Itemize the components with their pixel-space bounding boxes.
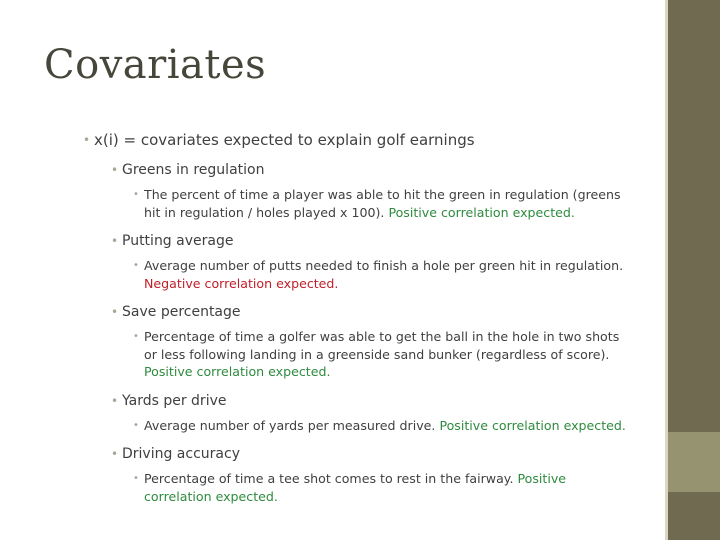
covariate-expectation: Negative correlation expected. xyxy=(144,275,339,291)
covariate-description-text: Percentage of time a tee shot comes to rest in the fairway. xyxy=(144,471,514,486)
side-bar-accent xyxy=(668,432,720,492)
covariate-name xyxy=(111,160,636,180)
covariate-expectation: Positive correlation expected. xyxy=(144,364,331,379)
bullet-dot-icon: • xyxy=(111,163,119,177)
bullet-dot-icon: • xyxy=(133,331,139,342)
covariate-expectation: Positive correlation expected. xyxy=(144,471,567,504)
main-bullet-text: x(i) = covariates expected to explain golf earnings xyxy=(94,131,475,149)
covariate-description xyxy=(133,328,636,381)
slide-title: Covariates xyxy=(44,42,267,88)
bullet-dot-icon: • xyxy=(111,393,119,408)
covariate-description xyxy=(133,470,636,505)
covariate-description-text: Average number of yards per measured drive. xyxy=(144,417,436,433)
covariate-description xyxy=(133,257,636,292)
bullet-dot-icon: • xyxy=(111,234,119,248)
bullet-dot-icon: • xyxy=(111,305,119,319)
covariate-description-text: The percent of time a player was able to hit the green in regulation (greens hit in regulation / holes played x 100). xyxy=(144,187,621,220)
covariate-name-text: Putting average xyxy=(122,233,234,249)
covariate-name-text: Driving accuracy xyxy=(122,446,240,462)
bullet-dot-icon: • xyxy=(133,260,139,271)
covariate-name-text: Greens in regulation xyxy=(122,162,265,178)
covariate-description xyxy=(133,186,636,221)
bullet-dot-icon: • xyxy=(111,447,119,461)
covariate-name xyxy=(111,302,636,322)
covariate-name xyxy=(111,391,636,411)
covariate-description-text: Average number of putts needed to finish a hole per green hit in regulation. xyxy=(144,258,624,273)
covariate-description-text: Percentage of time a golfer was able to get the ball in the hole in two shots or less following landing in a greenside sand bunker (regardless of score). xyxy=(144,329,620,362)
bullet-dot-icon: • xyxy=(83,133,91,147)
covariate-description xyxy=(133,417,636,435)
covariate-name-text: Save percentage xyxy=(122,304,241,320)
main-bullet xyxy=(83,130,636,150)
bullet-dot-icon: • xyxy=(133,473,139,484)
covariate-name xyxy=(111,444,636,464)
covariate-expectation: Positive correlation expected. xyxy=(439,417,626,433)
bullet-list xyxy=(76,130,636,515)
covariate-expectation: Positive correlation expected. xyxy=(388,204,575,220)
bullet-dot-icon: • xyxy=(133,419,139,431)
covariate-name-text: Yards per drive xyxy=(122,392,227,409)
covariate-name xyxy=(111,231,636,251)
bullet-dot-icon: • xyxy=(133,189,139,200)
